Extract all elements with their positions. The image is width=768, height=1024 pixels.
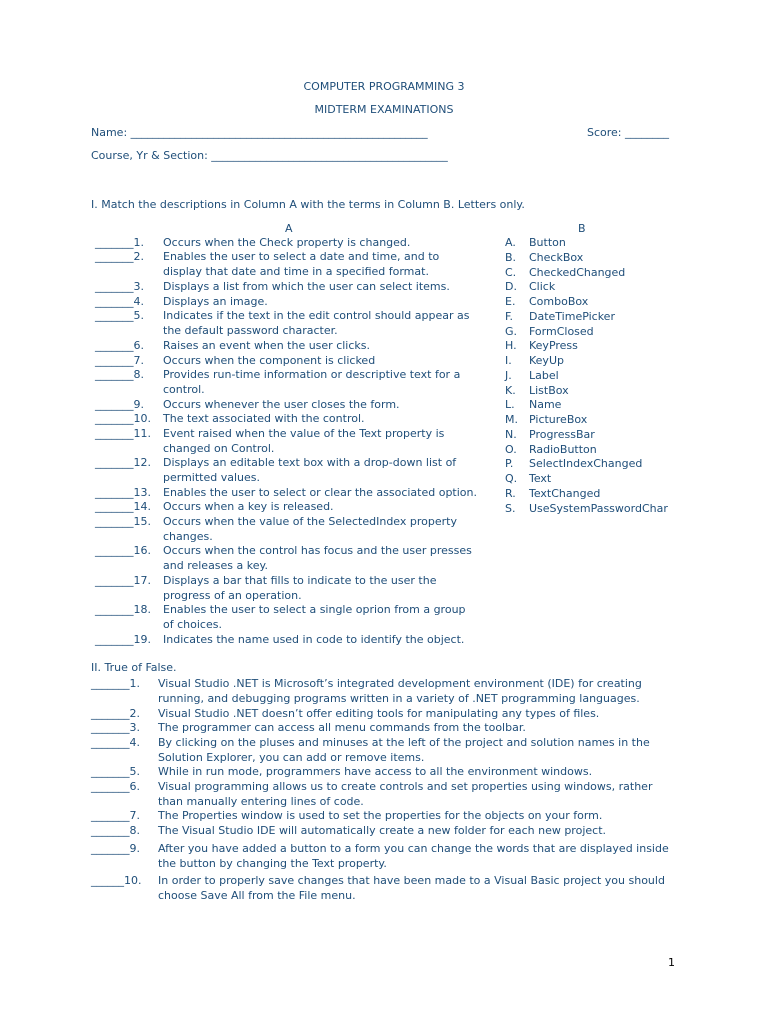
statement-text: While in run mode, programmers have access to all the environment windows. bbox=[158, 765, 593, 778]
item-description: Occurs when the component is clicked bbox=[163, 354, 376, 367]
page-subtitle: MIDTERM EXAMINATIONS bbox=[314, 103, 454, 116]
answer-blank: _______11. bbox=[95, 427, 151, 440]
item-description: Raises an event when the user clicks. bbox=[163, 339, 371, 352]
match-item bbox=[95, 603, 466, 632]
term-item bbox=[505, 487, 600, 502]
item-description: Occurs when a key is released. bbox=[163, 500, 334, 513]
answer-blank: _______6. bbox=[91, 780, 140, 793]
match-item bbox=[95, 280, 450, 295]
true-false-item bbox=[91, 809, 602, 824]
answer-blank: _______8. bbox=[95, 368, 144, 381]
column-a-heading: A bbox=[285, 222, 293, 235]
term-label: TextChanged bbox=[529, 486, 601, 500]
answer-blank: _______2. bbox=[95, 250, 144, 263]
match-item bbox=[95, 633, 464, 648]
item-description: Displays an editable text box with a drop-down list of permitted values. bbox=[163, 456, 457, 484]
part1-instruction: I. Match the descriptions in Column A with the terms in Column B. Letters only. bbox=[91, 198, 525, 211]
term-letter: B. bbox=[505, 250, 517, 264]
term-letter: D. bbox=[505, 280, 517, 294]
match-item bbox=[95, 427, 444, 456]
true-false-item bbox=[91, 842, 669, 871]
match-item bbox=[95, 309, 470, 338]
answer-blank: _______9. bbox=[91, 842, 140, 855]
term-item bbox=[505, 384, 569, 399]
item-description: Occurs when the control has focus and the user presses and releases a key. bbox=[163, 544, 472, 572]
match-item bbox=[95, 456, 456, 485]
term-item bbox=[505, 310, 615, 325]
name-field: Name: ______________________________________________________ bbox=[91, 126, 428, 139]
term-letter: G. bbox=[505, 324, 518, 338]
term-item bbox=[505, 236, 566, 251]
match-item bbox=[95, 250, 439, 279]
answer-blank: _______1. bbox=[91, 677, 140, 690]
item-description: Occurs when the value of the SelectedIndex property changes. bbox=[163, 515, 457, 543]
term-label: Click bbox=[529, 280, 556, 294]
term-letter: S. bbox=[505, 501, 516, 515]
answer-blank: _______3. bbox=[95, 280, 144, 293]
answer-blank: _______16. bbox=[95, 544, 151, 557]
item-description: Indicates if the text in the edit control should appear as the default password character. bbox=[163, 309, 470, 337]
statement-text: Visual Studio .NET doesn’t offer editing tools for manipulating any types of files. bbox=[158, 707, 600, 720]
term-label: SelectIndexChanged bbox=[529, 457, 643, 471]
score-field: Score: ________ bbox=[587, 126, 670, 139]
term-label: RadioButton bbox=[529, 442, 597, 456]
match-item bbox=[95, 500, 334, 515]
term-letter: E. bbox=[505, 295, 516, 308]
item-description: Displays a bar that fills to indicate to the user the progress of an operation. bbox=[163, 574, 437, 602]
match-item bbox=[95, 398, 400, 413]
term-item bbox=[505, 398, 561, 413]
term-item bbox=[505, 369, 559, 384]
term-label: PictureBox bbox=[529, 413, 588, 426]
term-letter: H. bbox=[505, 339, 517, 353]
term-label: FormClosed bbox=[529, 324, 594, 338]
true-false-item bbox=[91, 780, 652, 809]
part2-instruction: II. True of False. bbox=[91, 661, 177, 674]
term-item bbox=[505, 413, 587, 428]
match-item bbox=[95, 339, 370, 354]
answer-blank: _______9. bbox=[95, 398, 144, 411]
answer-blank: ______10. bbox=[91, 874, 142, 887]
page-number: 1 bbox=[668, 956, 675, 969]
item-description: Event raised when the value of the Text property is changed on Control. bbox=[163, 427, 445, 455]
term-label: KeyPress bbox=[529, 339, 578, 353]
column-b-heading: B bbox=[578, 222, 586, 235]
answer-blank: _______5. bbox=[91, 765, 140, 778]
statement-text: By clicking on the pluses and minuses at the left of the project and solution names in the Solution Explorer, you can add or remove items. bbox=[158, 736, 650, 764]
statement-text: The programmer can access all menu commands from the toolbar. bbox=[158, 721, 526, 734]
term-letter: K. bbox=[505, 383, 516, 397]
answer-blank: _______1. bbox=[95, 236, 144, 249]
statement-text: The Properties window is used to set the properties for the objects on your form. bbox=[158, 809, 603, 822]
term-item bbox=[505, 280, 555, 295]
term-letter: I. bbox=[505, 354, 512, 367]
term-item bbox=[505, 472, 551, 487]
item-description: Enables the user to select or clear the associated option. bbox=[163, 486, 477, 499]
term-letter: P. bbox=[505, 457, 514, 471]
term-letter: R. bbox=[505, 486, 516, 500]
match-item bbox=[95, 544, 472, 573]
term-item bbox=[505, 339, 578, 354]
term-label: ProgressBar bbox=[529, 427, 595, 441]
page-title: COMPUTER PROGRAMMING 3 bbox=[303, 80, 465, 93]
answer-blank: _______18. bbox=[95, 603, 151, 616]
term-item bbox=[505, 295, 588, 310]
match-item bbox=[95, 412, 365, 427]
answer-blank: _______4. bbox=[95, 295, 144, 308]
item-description: Provides run-time information or descriptive text for a control. bbox=[163, 368, 461, 396]
term-label: KeyUp bbox=[529, 354, 564, 367]
match-item bbox=[95, 368, 460, 397]
term-label: Label bbox=[529, 368, 559, 382]
answer-blank: _______19. bbox=[95, 633, 151, 646]
term-label: ComboBox bbox=[529, 295, 589, 308]
term-item bbox=[505, 354, 564, 369]
statement-text: Visual Studio .NET is Microsoft’s integrated development environment (IDE) for creating running, and debugging programs written in a variety of .NET programming languages. bbox=[158, 677, 642, 705]
answer-blank: _______7. bbox=[95, 354, 144, 367]
answer-blank: _______2. bbox=[91, 707, 140, 720]
answer-blank: _______5. bbox=[95, 309, 144, 322]
answer-blank: _______15. bbox=[95, 515, 151, 528]
match-item bbox=[95, 574, 436, 603]
term-item bbox=[505, 251, 583, 266]
term-letter: J. bbox=[505, 368, 512, 382]
term-label: Name bbox=[529, 398, 562, 412]
answer-blank: _______4. bbox=[91, 736, 140, 749]
item-description: Displays a list from which the user can select items. bbox=[163, 280, 450, 293]
match-item bbox=[95, 515, 457, 544]
term-item bbox=[505, 428, 595, 443]
answer-blank: _______13. bbox=[95, 486, 151, 499]
true-false-item bbox=[91, 736, 650, 765]
item-description: Indicates the name used in code to identify the object. bbox=[163, 633, 465, 646]
term-label: Text bbox=[529, 472, 552, 485]
term-letter: C. bbox=[505, 265, 517, 279]
match-item bbox=[95, 486, 477, 501]
term-item bbox=[505, 443, 597, 458]
term-letter: Q. bbox=[505, 472, 518, 485]
item-description: Occurs whenever the user closes the form. bbox=[163, 398, 400, 411]
true-false-item bbox=[91, 874, 665, 903]
term-label: CheckedChanged bbox=[529, 265, 626, 279]
true-false-item bbox=[91, 824, 606, 839]
course-field: Course, Yr & Section: ___________________________________________ bbox=[91, 149, 448, 162]
term-label: Button bbox=[529, 236, 566, 249]
true-false-item bbox=[91, 721, 526, 736]
statement-text: The Visual Studio IDE will automatically create a new folder for each new project. bbox=[158, 824, 606, 837]
answer-blank: _______7. bbox=[91, 809, 140, 822]
term-letter: A. bbox=[505, 236, 516, 249]
answer-blank: _______10. bbox=[95, 412, 151, 425]
term-label: DateTimePicker bbox=[529, 309, 615, 323]
term-item bbox=[505, 457, 642, 472]
term-label: ListBox bbox=[529, 383, 569, 397]
term-item bbox=[505, 325, 594, 340]
item-description: The text associated with the control. bbox=[163, 412, 365, 425]
term-letter: O. bbox=[505, 442, 517, 456]
answer-blank: _______8. bbox=[91, 824, 140, 837]
statement-text: Visual programming allows us to create controls and set properties using windows, rather than manually entering lines of code. bbox=[158, 780, 653, 808]
answer-blank: _______3. bbox=[91, 721, 140, 734]
true-false-item bbox=[91, 707, 599, 722]
statement-text: In order to properly save changes that have been made to a Visual Basic project you should choose Save All from the File menu. bbox=[158, 874, 665, 902]
term-item bbox=[505, 502, 668, 517]
term-label: CheckBox bbox=[529, 250, 584, 264]
answer-blank: _______17. bbox=[95, 574, 151, 587]
term-item bbox=[505, 266, 625, 281]
term-letter: L. bbox=[505, 398, 515, 412]
answer-blank: _______14. bbox=[95, 500, 151, 513]
item-description: Displays an image. bbox=[163, 295, 268, 308]
match-item bbox=[95, 236, 410, 251]
true-false-item bbox=[91, 677, 642, 706]
item-description: Enables the user to select a date and time, and to display that date and time in a specified format. bbox=[163, 250, 440, 278]
item-description: Occurs when the Check property is changed. bbox=[163, 236, 411, 249]
term-letter: M. bbox=[505, 413, 518, 426]
term-letter: N. bbox=[505, 427, 517, 441]
answer-blank: _______6. bbox=[95, 339, 144, 352]
term-label: UseSystemPasswordChar bbox=[529, 501, 668, 515]
true-false-item bbox=[91, 765, 592, 780]
match-item bbox=[95, 354, 375, 369]
item-description: Enables the user to select a single oprion from a group of choices. bbox=[163, 603, 466, 631]
match-item bbox=[95, 295, 268, 310]
term-letter: F. bbox=[505, 309, 514, 323]
statement-text: After you have added a button to a form you can change the words that are displayed inside the button by changing the Text property. bbox=[158, 842, 669, 870]
answer-blank: _______12. bbox=[95, 456, 151, 469]
